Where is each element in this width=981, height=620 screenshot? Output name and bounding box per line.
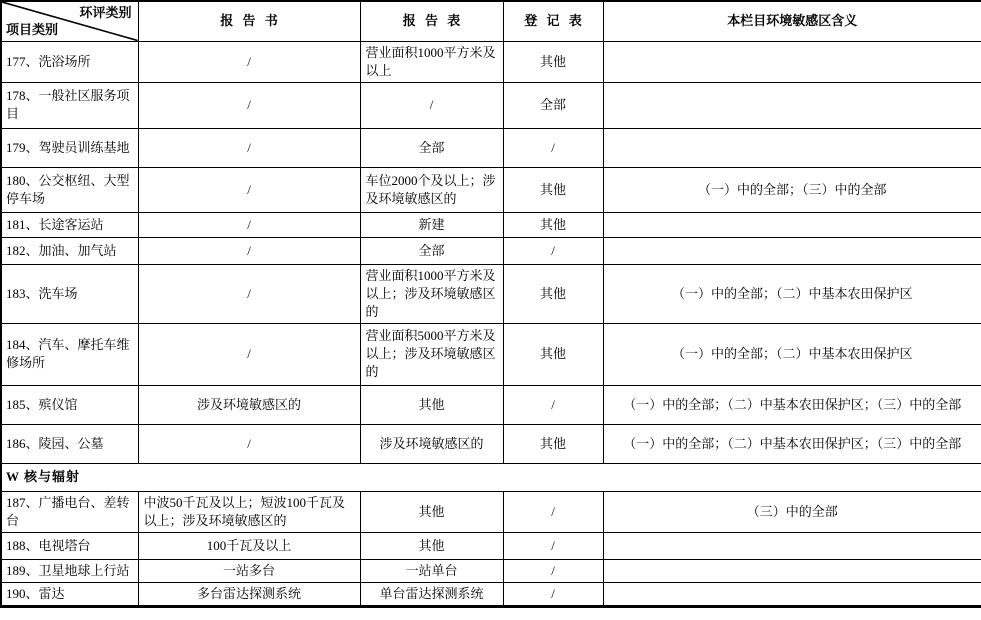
cell-report-form: / (360, 82, 503, 128)
table-row-181 (1, 212, 981, 237)
cell-sensitive-area-meaning (603, 82, 981, 128)
cell-report-form: 单台雷达探测系统 (360, 582, 503, 606)
table-row-180 (1, 167, 981, 212)
table-row-186 (1, 424, 981, 463)
cell-registration-form: 其他 (503, 167, 603, 212)
cell-report-book: / (138, 82, 360, 128)
cell-sensitive-area-meaning (603, 582, 981, 606)
cell-category: 188、电视塔台 (1, 532, 138, 559)
cell-sensitive-area-meaning (603, 532, 981, 559)
cell-report-form: 全部 (360, 128, 503, 167)
cell-report-form: 车位2000个及以上；涉及环境敏感区的 (360, 167, 503, 212)
cell-report-form: 营业面积5000平方米及以上；涉及环境敏感区的 (360, 323, 503, 385)
cell-registration-form: 其他 (503, 264, 603, 323)
header-cell-report-book: 报 告 书 (138, 1, 360, 41)
cell-registration-form: / (503, 491, 603, 532)
cell-report-book: 100千瓦及以上 (138, 532, 360, 559)
cell-registration-form: 其他 (503, 424, 603, 463)
cell-registration-form: / (503, 385, 603, 424)
cell-sensitive-area-meaning: （三）中的全部 (603, 491, 981, 532)
cell-category: 185、殡仪馆 (1, 385, 138, 424)
table-row-189 (1, 559, 981, 582)
header-cell-registration-form: 登 记 表 (503, 1, 603, 41)
cell-sensitive-area-meaning (603, 237, 981, 264)
cell-report-form: 营业面积1000平方米及以上；涉及环境敏感区的 (360, 264, 503, 323)
header-cell-sensitive-area-meaning: 本栏目环境敏感区含义 (603, 1, 981, 41)
cell-registration-form: 全部 (503, 82, 603, 128)
diagonal-label-eia-category: 环评类别 (79, 5, 132, 20)
table-row-179 (1, 128, 981, 167)
section-row-nuclear-radiation (1, 463, 981, 491)
table-row-178 (1, 82, 981, 128)
cell-sensitive-area-meaning: （一）中的全部；（二）中基本农田保护区 (603, 264, 981, 323)
cell-category: 182、加油、加气站 (1, 237, 138, 264)
cell-category: 190、雷达 (1, 582, 138, 606)
section-cell-nuclear-radiation: W 核与辐射 (1, 463, 981, 491)
cell-registration-form: / (503, 532, 603, 559)
cell-category: 184、汽车、摩托车维修场所 (1, 323, 138, 385)
cell-category: 183、洗车场 (1, 264, 138, 323)
cell-category: 178、一般社区服务项目 (1, 82, 138, 128)
cell-registration-form: 其他 (503, 323, 603, 385)
cell-report-form: 营业面积1000平方米及以上 (360, 41, 503, 82)
table-header-row (1, 1, 981, 41)
cell-category: 181、长途客运站 (1, 212, 138, 237)
cell-report-book: / (138, 41, 360, 82)
cell-report-book: 一站多台 (138, 559, 360, 582)
cell-sensitive-area-meaning (603, 559, 981, 582)
cell-sensitive-area-meaning (603, 128, 981, 167)
table-row-187 (1, 491, 981, 532)
cell-category: 177、洗浴场所 (1, 41, 138, 82)
cell-sensitive-area-meaning (603, 41, 981, 82)
cell-registration-form: / (503, 559, 603, 582)
cell-category: 179、驾驶员训练基地 (1, 128, 138, 167)
diagonal-label-project-category: 项目类别 (6, 21, 59, 37)
cell-registration-form: / (503, 237, 603, 264)
cell-report-book: 涉及环境敏感区的 (138, 385, 360, 424)
cell-report-form: 其他 (360, 532, 503, 559)
cell-report-book: / (138, 424, 360, 463)
cell-registration-form: / (503, 128, 603, 167)
cell-registration-form: 其他 (503, 212, 603, 237)
cell-report-form: 新建 (360, 212, 503, 237)
cell-report-book: / (138, 167, 360, 212)
cell-report-book: / (138, 237, 360, 264)
table-row-185 (1, 385, 981, 424)
cell-report-form: 涉及环境敏感区的 (360, 424, 503, 463)
cell-registration-form: / (503, 582, 603, 606)
cell-registration-form: 其他 (503, 41, 603, 82)
cell-sensitive-area-meaning: （一）中的全部；（二）中基本农田保护区；（三）中的全部 (603, 424, 981, 463)
cell-report-form: 其他 (360, 385, 503, 424)
cell-report-book: 中波50千瓦及以上；短波100千瓦及以上；涉及环境敏感区的 (138, 491, 360, 532)
cell-category: 180、公交枢纽、大型停车场 (1, 167, 138, 212)
cell-category: 187、广播电台、差转台 (1, 491, 138, 532)
cell-report-form: 全部 (360, 237, 503, 264)
table-row-182 (1, 237, 981, 264)
cell-sensitive-area-meaning (603, 212, 981, 237)
table-row-184 (1, 323, 981, 385)
cell-category: 189、卫星地球上行站 (1, 559, 138, 582)
header-cell-category-diagonal (1, 1, 138, 41)
cell-report-form: 一站单台 (360, 559, 503, 582)
table-row-188 (1, 532, 981, 559)
cell-sensitive-area-meaning: （一）中的全部；（二）中基本农田保护区 (603, 323, 981, 385)
cell-report-book: 多台雷达探测系统 (138, 582, 360, 606)
table-row-177 (1, 41, 981, 82)
header-cell-report-form: 报 告 表 (360, 1, 503, 41)
cell-report-form: 其他 (360, 491, 503, 532)
cell-report-book: / (138, 323, 360, 385)
table-row-183 (1, 264, 981, 323)
cell-category: 186、陵园、公墓 (1, 424, 138, 463)
cell-sensitive-area-meaning: （一）中的全部；（三）中的全部 (603, 167, 981, 212)
cell-report-book: / (138, 212, 360, 237)
cell-report-book: / (138, 128, 360, 167)
cell-report-book: / (138, 264, 360, 323)
cell-sensitive-area-meaning: （一）中的全部；（二）中基本农田保护区；（三）中的全部 (603, 385, 981, 424)
table-row-190 (1, 582, 981, 606)
